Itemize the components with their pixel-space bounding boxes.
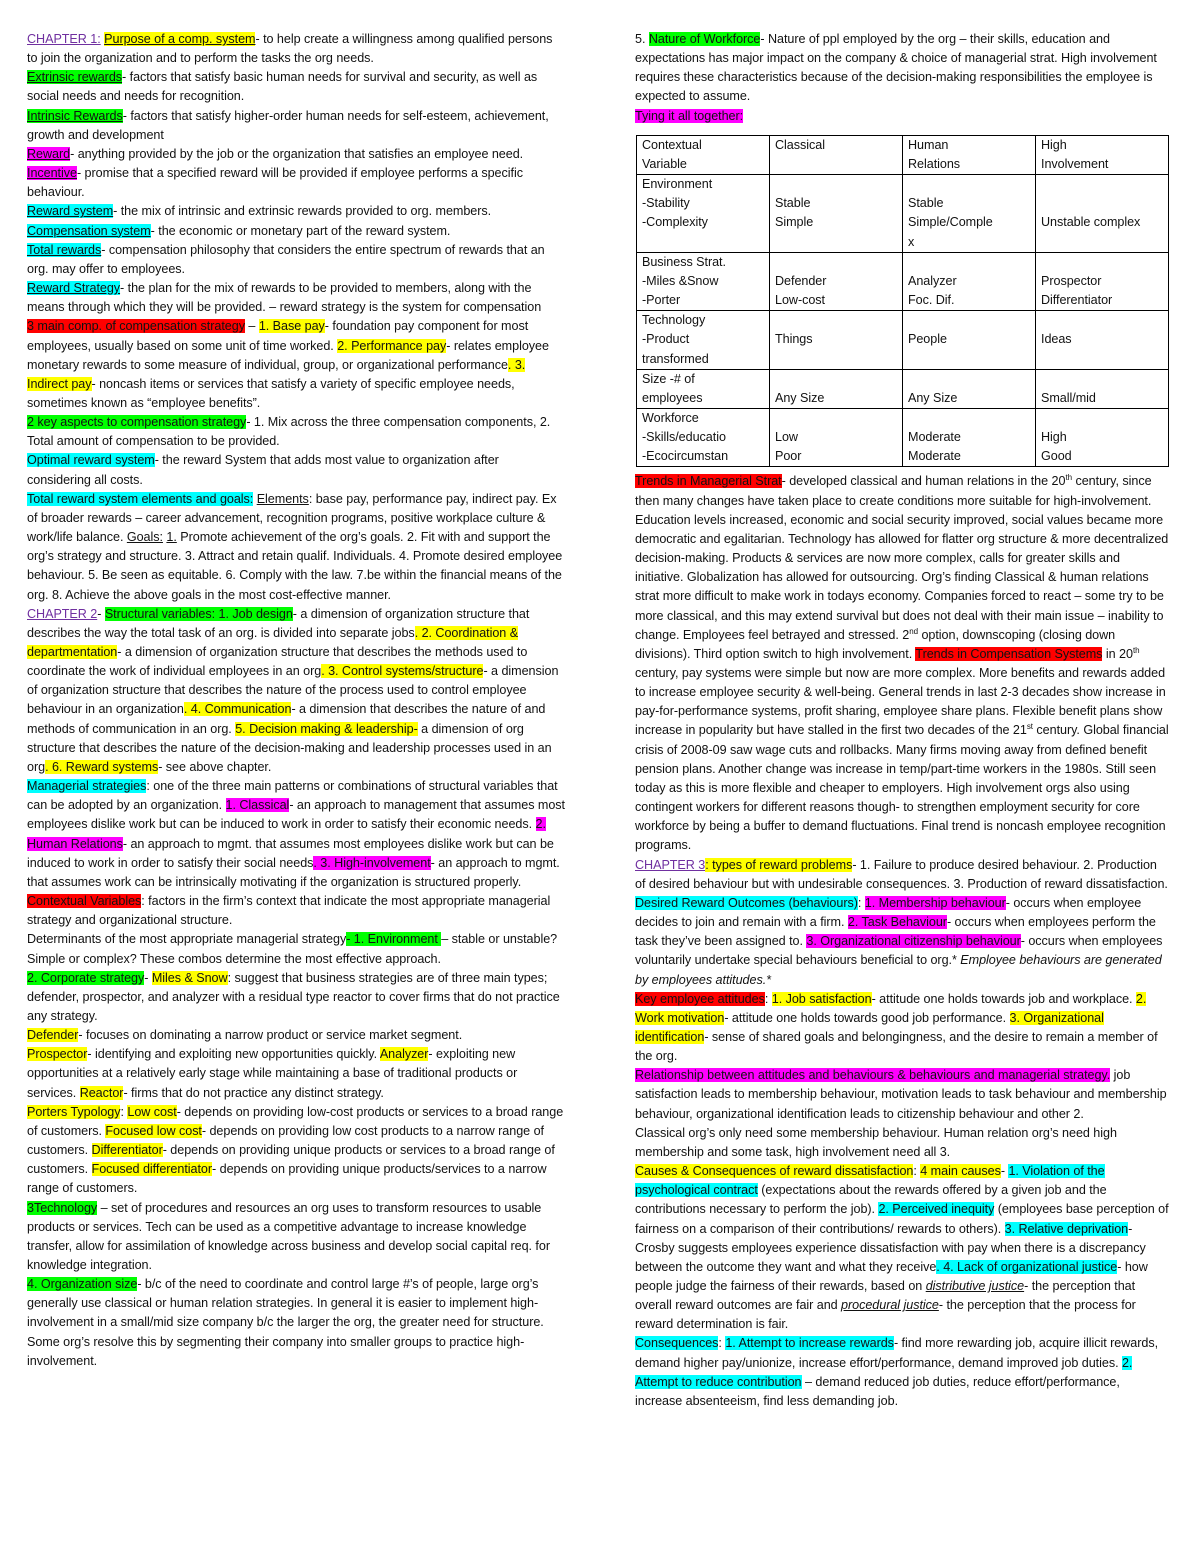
text-segment: Determinants of the most appropriate managerial strategy — [27, 932, 347, 947]
right-column-notes — [635, 472, 1170, 1411]
highlighted-text: Reward system — [27, 204, 114, 219]
text-segment: - 1. Mix across the three compensation components, 2. Total amount of compensation to be provided. — [27, 415, 551, 449]
cell-line: Foc. Dif. — [908, 293, 955, 308]
cell-line — [1041, 311, 1164, 330]
cell-line: Any Size — [775, 390, 825, 405]
highlighted-text: 1. Classical — [225, 798, 290, 813]
highlighted-text: Employee behaviours are generated by employees attitudes.* — [635, 953, 1162, 987]
note-paragraph — [27, 451, 565, 489]
text-segment: - Nature of ppl employed by the org – their skills, education and expectations has major impact on the company & choice of managerial strat. High involvement requires these characteristics because of the decision-making responsibilities the employee is expected to assume. — [635, 32, 1157, 104]
text-segment: - depends on providing unique products/services to a narrow range of customers. — [27, 1162, 547, 1196]
text-segment: - occurs when employees voluntarily undertake special behaviours beneficial to org.* — [635, 934, 1163, 968]
text-segment: - depends on providing unique products or services to a broad range of customers. — [27, 1143, 555, 1177]
note-paragraph — [27, 605, 565, 777]
text-segment: - 1. Failure to produce desired behaviour. 2. Production of desired behaviour but with undesirable consequences. 3. Production of reward dissatisfaction. — [635, 857, 1168, 891]
table-cell — [637, 369, 770, 408]
note-paragraph — [27, 892, 565, 930]
text-segment: nd — [909, 626, 918, 636]
highlighted-text: Managerial strategies — [27, 779, 147, 794]
highlighted-text: CHAPTER 3 — [635, 857, 706, 872]
text-segment: Promote achievement of the org’s goals. 2. Fit with and support the org’s strategy and structure. 3. Attract and retain qualif. Individuals. 4. Promote desired employee behaviour. 5. Be seen as equitable. 6. Comply with the law. 7.be within the financial means of the org. 8. Achieve the above goals in the most cost-effective manner. — [27, 530, 563, 602]
note-paragraph — [635, 1066, 1170, 1123]
table-cell — [903, 175, 1036, 253]
highlighted-text: 3. Relative deprivation — [1004, 1221, 1129, 1236]
highlighted-text: Reactor — [79, 1085, 124, 1100]
cell-line: Relations — [908, 156, 961, 171]
text-segment: 5. — [635, 32, 649, 46]
text-segment — [1006, 1011, 1009, 1025]
table-row — [637, 175, 1169, 253]
cell-line: -Porter — [642, 293, 681, 308]
text-segment: - sense of shared goals and belongingness, and the desire to remain a member of the org. — [635, 1029, 1158, 1064]
highlighted-text: Differentiator — [91, 1143, 163, 1158]
text-segment: : — [120, 1104, 128, 1119]
table-cell — [1036, 175, 1169, 253]
table-cell — [1036, 252, 1169, 310]
cell-line: Moderate — [908, 430, 961, 445]
highlighted-text: 1. Job satisfaction — [771, 991, 872, 1006]
highlighted-text: Incentive — [27, 166, 77, 181]
table-row — [637, 135, 1169, 174]
highlighted-text: Reward Strategy — [27, 281, 121, 296]
highlighted-text: Extrinsic rewards — [27, 70, 123, 85]
table-cell — [637, 252, 770, 310]
text-segment: - b/c of the need to coordinate and control large #’s of people, large org’s generally use classical or human relation strategies. In general it is easier to implement high-involvement in a small/mid size company b/c the larger the org, the greater need for structure. Some org’s resolve this by segmenting their company into smaller groups to practice high-involvement. — [27, 1277, 544, 1368]
highlighted-text: Prospector — [27, 1047, 88, 1062]
text-segment: - firms that do not practice any distinct strategy. — [123, 1085, 384, 1100]
cell-line — [908, 409, 1031, 428]
table-cell — [770, 369, 903, 408]
text-segment: - the perception that the process for reward determination is fair. — [635, 1298, 1136, 1332]
text-segment: - depends on providing low-cost products or services to a broad range of customers. — [27, 1104, 564, 1138]
highlighted-text: 1. Base pay — [258, 319, 325, 334]
table-cell — [1036, 369, 1169, 408]
highlighted-text: 2. Task Behaviour — [847, 915, 947, 930]
highlighted-text: procedural justice — [841, 1298, 939, 1313]
note-paragraph — [27, 145, 565, 164]
highlighted-text: . 3. Control systems/structure — [321, 664, 484, 679]
cell-line — [908, 175, 1031, 194]
cell-line: Stable — [775, 196, 811, 211]
highlighted-text: Key employee attitudes — [635, 991, 765, 1006]
note-paragraph — [27, 969, 565, 1026]
text-segment: : factors in the firm’s context that indicate the most appropriate managerial strategy and organizational structure. — [27, 894, 551, 928]
highlighted-text: 5. Decision making & leadership- — [235, 721, 418, 736]
highlighted-text: Defender — [27, 1028, 79, 1043]
highlighted-text: 3. Organizational citizenship behaviour — [806, 934, 1021, 949]
table-cell — [637, 408, 770, 466]
text-segment: - — [1000, 1164, 1009, 1179]
cell-line: Prospector — [1041, 273, 1102, 288]
highlighted-text: 2. Work motivation — [635, 991, 1147, 1025]
highlighted-text: Total rewards — [27, 242, 102, 257]
highlighted-text: . 2. Coordination & departmentation — [27, 625, 519, 659]
highlighted-text: 4. Organization size — [27, 1277, 138, 1292]
note-paragraph — [635, 1124, 1170, 1162]
note-paragraph — [27, 1103, 565, 1199]
text-segment: - to help create a willingness among qualified persons to join the organization and to perform the tasks the org needs. — [27, 32, 553, 66]
highlighted-text: 2. Performance pay — [337, 338, 447, 353]
cell-line: Stable — [908, 196, 944, 211]
text-segment: a dimension of org structure that describes the nature of the decision-making and leadership processes used in an org — [27, 721, 552, 774]
text-segment: th — [1132, 645, 1140, 655]
highlighted-text: Focused low cost — [105, 1123, 202, 1138]
cell-line: Defender — [775, 273, 827, 288]
cell-line: -Miles &Snow — [642, 273, 719, 288]
text-segment: - — [144, 970, 152, 985]
cell-line: Any Size — [908, 390, 958, 405]
highlighted-text: Desired Reward Outcomes (behaviours) — [635, 895, 858, 910]
text-segment: - depends on providing low cost products to a narrow range of customers. — [27, 1123, 544, 1158]
cell-line: Business Strat. — [642, 254, 726, 269]
highlighted-text: Purpose of a comp. system — [104, 32, 256, 46]
highlighted-text: 4 main causes — [920, 1164, 1001, 1179]
cell-line: Contextual — [642, 137, 702, 152]
text-segment: : one of the three main patterns or combinations of structural variables that can be adopted by an organization. — [27, 779, 558, 813]
text-segment: - the mix of intrinsic and extrinsic rewards provided to org. members. — [113, 204, 492, 219]
note-paragraph — [27, 1026, 565, 1045]
text-segment: st — [1026, 722, 1033, 732]
text-segment: : — [857, 895, 865, 910]
cell-line: Technology — [642, 313, 706, 328]
cell-line: -Stability — [642, 196, 690, 211]
table-cell — [637, 175, 770, 253]
cell-line: Small/mid — [1041, 390, 1096, 405]
cell-line: x — [908, 234, 915, 249]
text-segment: – — [244, 319, 259, 334]
cell-line: employees — [642, 390, 703, 405]
cell-line: -Ecocircumstan — [642, 449, 729, 464]
note-paragraph — [27, 1045, 565, 1102]
table-row — [637, 408, 1169, 466]
note-paragraph — [635, 472, 1170, 855]
cell-line — [1041, 370, 1164, 389]
highlighted-text: 1. Membership behaviour — [864, 895, 1006, 910]
text-segment: : — [913, 1164, 921, 1179]
cell-line — [908, 370, 1031, 389]
text-segment: – stable or unstable? Simple or complex? These combos determine the most effective approach. — [27, 932, 558, 966]
highlighted-text: . 4. Communication — [183, 702, 292, 717]
text-segment: - how people judge the fairness of their rewards, based on — [635, 1259, 1148, 1293]
text-segment: - occurs when employee decides to join and remain with a firm. — [635, 895, 1142, 930]
note-paragraph — [635, 1334, 1170, 1411]
highlighted-text: Structural variables: 1. Job design — [104, 606, 293, 621]
text-segment: - focuses on dominating a narrow product or service market segment. — [78, 1028, 463, 1043]
text-segment: - Crosby suggests employees experience dissatisfaction with pay when there is a discrepancy between the outcome they want and what they receive — [635, 1221, 1146, 1274]
text-segment: - a dimension that describes the nature of and methods of communication in an org. — [27, 702, 546, 736]
cell-line: Poor — [775, 449, 802, 464]
highlighted-text: Contextual Variables — [27, 894, 142, 909]
cell-line — [775, 175, 898, 194]
text-segment: - an approach to mgmt. that assumes most employees dislike work but can be induced to work in order to satisfy their social needs — [27, 836, 554, 870]
note-paragraph — [27, 30, 565, 68]
text-segment: - the economic or monetary part of the reward system. — [150, 223, 451, 238]
table-cell — [637, 311, 770, 369]
highlighted-text: Intrinsic Rewards — [27, 108, 123, 123]
note-paragraph — [27, 413, 565, 451]
highlighted-text: Elements — [256, 491, 309, 506]
text-segment: - a dimension of organization structure that describes the nature of the process used to control employee behaviour in an organization — [27, 664, 559, 717]
cell-line: Variable — [642, 156, 687, 171]
highlighted-text: Causes & Consequences of reward dissatisfaction — [635, 1164, 914, 1179]
cell-line: Ideas — [1041, 332, 1072, 347]
highlighted-text: 2. Human Relations — [27, 817, 546, 851]
note-paragraph — [635, 894, 1170, 990]
text-segment: - a dimension of organization structure that describes the methods used to coordinate the work of individual employees in an org — [27, 645, 528, 679]
highlighted-text: . 3. High-involvement — [313, 855, 431, 870]
text-segment: - the perception that overall reward outcomes are fair and — [635, 1279, 1136, 1313]
text-segment: - identifying and exploiting new opportunities quickly. — [87, 1047, 380, 1062]
text-segment: th — [1065, 473, 1073, 483]
table-row — [637, 252, 1169, 310]
text-segment: - noncash items or services that satisfy a variety of specific employee needs, sometimes known as “employee benefits”. — [27, 376, 515, 410]
cell-line: Low — [775, 430, 798, 445]
cell-line — [908, 311, 1031, 330]
note-paragraph — [635, 107, 1170, 126]
cell-line: Differentiator — [1041, 293, 1113, 308]
note-paragraph — [27, 777, 565, 892]
table-cell — [770, 252, 903, 310]
text-segment: - developed classical and human relations in the 20 — [781, 474, 1066, 489]
highlighted-text: Total reward system elements and goals: — [27, 491, 254, 506]
highlighted-text: 3. Organizational identification — [635, 1010, 1104, 1044]
cell-line: Involvement — [1041, 156, 1109, 171]
text-segment: job satisfaction leads to membership behaviour, motivation leads to task behaviour and membership behaviour, organizational identification leads to citizenship behaviour and other 2. — [635, 1068, 1167, 1121]
summary-table — [636, 135, 1169, 468]
highlighted-text: Analyzer — [379, 1047, 429, 1062]
text-segment: - find more rewarding job, acquire illicit rewards, demand higher pay/unionize, increase effort/performance, demand improved job duties. — [635, 1336, 1159, 1370]
text-segment: - a dimension of organization structure that describes the way the total task of an org. is divided into separate jobs — [27, 606, 530, 640]
highlighted-text: Focused differentiator — [91, 1162, 213, 1177]
highlighted-text: 1. — [166, 530, 177, 545]
highlighted-text: Miles & Snow — [151, 970, 228, 985]
text-segment: - exploiting new opportunities at a relatively early stage while maintaining a base of traditional products or services. — [27, 1047, 518, 1100]
note-paragraph — [27, 241, 565, 279]
note-paragraph — [27, 1275, 565, 1371]
note-paragraph — [635, 30, 1170, 107]
highlighted-text: Relationship between attitudes and behaviours & behaviours and managerial strategy. — [635, 1068, 1111, 1083]
table-row — [637, 369, 1169, 408]
text-segment: - occurs when employees perform the task they’ve been assigned to. — [635, 915, 1156, 949]
highlighted-text: . 6. Reward systems — [45, 759, 159, 774]
highlighted-text: Trends in Managerial Strat — [635, 474, 782, 489]
table-cell — [903, 369, 1036, 408]
highlighted-text: 1. Violation of the psychological contract — [635, 1164, 1105, 1198]
text-segment: in 20 — [1102, 646, 1133, 661]
note-paragraph — [27, 930, 565, 968]
highlighted-text: Porters Typology — [27, 1104, 121, 1119]
note-paragraph — [635, 1162, 1170, 1334]
highlighted-text: 2. Attempt to reduce contribution — [635, 1355, 1133, 1389]
text-segment: : — [764, 991, 772, 1006]
highlighted-text: . 4. Lack of organizational justice — [936, 1259, 1118, 1274]
highlighted-text: : types of reward problems — [705, 857, 853, 872]
text-segment: - promise that a specified reward will be provided if employee performs a specific behaviour. — [27, 166, 523, 200]
text-segment: – demand reduced job duties, reduce effort/performance, increase absenteeism, find less demanding job. — [635, 1374, 1120, 1408]
cell-line: Size -# of — [642, 371, 695, 386]
cell-line — [775, 311, 898, 330]
highlighted-text: Low cost — [127, 1104, 177, 1119]
cell-line — [1041, 409, 1164, 428]
cell-line: Analyzer — [908, 273, 957, 288]
right-column-intro — [635, 30, 1170, 126]
highlighted-text: Nature of Workforce — [648, 32, 761, 46]
cell-line: Unstable complex — [1041, 215, 1141, 230]
table-cell — [1036, 311, 1169, 369]
cell-line: Things — [775, 332, 813, 347]
table-cell — [1036, 408, 1169, 466]
text-segment: : — [718, 1336, 726, 1351]
table-row — [637, 311, 1169, 369]
cell-line: Simple — [775, 215, 814, 230]
text-segment: - attitude one holds towards good job performance. — [724, 1010, 1007, 1025]
highlighted-text: Goals: — [126, 530, 163, 545]
text-segment: option, downscoping (closing down divisions). Third option switch to high involvement. — [635, 627, 1116, 661]
highlighted-text: 3Technology — [27, 1200, 98, 1215]
note-paragraph — [27, 164, 565, 202]
text-segment: century, pay systems were simple but now are more complex. More benefits and rewards added to increase employee security & well-being. General trends in last 2-3 decades show increase in pay-for-performance systems, profit sharing, employee share plans. Flexible benefit plans show increase in popularity but have stalled in the first two decades of the 21 — [635, 666, 1166, 738]
table-cell — [903, 311, 1036, 369]
note-paragraph — [635, 856, 1170, 894]
cell-line: Moderate — [908, 449, 961, 464]
cell-line: Environment — [642, 177, 713, 192]
cell-line — [1041, 175, 1164, 194]
cell-line — [908, 253, 1031, 272]
text-segment: - attitude one holds towards job and workplace. — [871, 991, 1136, 1006]
text-segment: - an approach to mgmt. that assumes work can be intrinsically motivating if the organization is structured properly. — [27, 855, 560, 889]
cell-line: High — [1041, 137, 1067, 152]
text-segment: : base pay, performance pay, indirect pay. Ex of broader rewards – career advancement, recognition programs, positive workplace culture & work/life balance. — [27, 491, 557, 545]
cell-line: Classical — [775, 137, 825, 152]
highlighted-text: 3 main comp. of compensation strategy — [27, 319, 245, 334]
cell-line — [1041, 253, 1164, 272]
right-column — [635, 30, 1170, 1411]
table-cell — [770, 408, 903, 466]
text-segment: - factors that satisfy higher-order human needs for self-esteem, achievement, growth and development — [27, 108, 549, 142]
cell-line: -Skills/educatio — [642, 430, 726, 445]
text-segment: - anything provided by the job or the organization that satisfies an employee need. — [70, 146, 524, 161]
text-segment: - foundation pay component for most employees, usually based on some unit of time worked. — [27, 319, 529, 353]
note-paragraph — [27, 279, 565, 317]
cell-line: People — [908, 332, 947, 347]
text-segment: (employees base perception of fairness on a comparison of their contributions/ rewards to others). — [635, 1202, 1169, 1236]
highlighted-text: 2. Corporate strategy — [27, 970, 145, 985]
left-column — [27, 30, 565, 1371]
highlighted-text: Consequences — [635, 1336, 719, 1351]
text-segment: - the plan for the mix of rewards to be provided to members, along with the means through which they will be provided. – reward strategy is the system for compensation — [27, 281, 542, 315]
text-segment: century, since then many changes have taken place to create conditions more suitable for high-involvement. Education levels increased, economic and social security improved, social values became more democratic and egalitarian. Technology has allowed for flatter org structure & more decentralized decision-making. Products & services are now more complex, calls for greater skills and initiative. Globalization has allowed for outsourcing. Org’s finding Classical & human relations strat more difficult to make work in todays economy. Companies forced to react – some try to be more classical, and this may extend survival but does not deal with their main issue – inability to change. Employees feel betrayed and stressed. 2 — [635, 474, 1169, 642]
highlighted-text: . 3. Indirect pay — [27, 357, 526, 391]
note-paragraph — [635, 990, 1170, 1067]
text-segment: century. Global financial crisis of 2008-09 saw wage cuts and rollbacks. Many firms moving away from defined benefit pension plans. Another change was increase in temp/part-time workers in the 1980s. Still seen today as this is more flexible and cheaper to employers. High involvement orgs also using contingent workers for different reasons though- to strengthen employment security for core workforce by being a buffer to demand fluctuations. Final trend is noncash employee recognition programs. — [635, 723, 1169, 853]
text-segment: - factors that satisfy basic human needs for survival and security, as well as social needs and needs for recognition. — [27, 70, 538, 104]
cell-line — [1041, 194, 1164, 213]
text-segment: – set of procedures and resources an org uses to transform resources to usable products or services. Tech can be used as a competitive advantage to increase knowledge transfer, allow for assimilation of knowledge across business and develop social capital req. for knowledge integration. — [27, 1200, 550, 1272]
highlighted-text: Reward — [27, 146, 71, 161]
cell-line — [775, 409, 898, 428]
cell-line — [775, 253, 898, 272]
text-segment: - — [97, 606, 105, 621]
table-cell — [903, 408, 1036, 466]
note-paragraph — [27, 490, 565, 605]
cell-line: Good — [1041, 449, 1072, 464]
note-paragraph — [27, 222, 565, 241]
highlighted-text: 2. Perceived inequity — [878, 1202, 995, 1217]
table-cell — [1036, 135, 1169, 174]
highlighted-text: 1. Attempt to increase rewards — [725, 1336, 894, 1351]
highlighted-text: CHAPTER 2 — [27, 606, 98, 621]
table-cell — [770, 311, 903, 369]
cell-line: Low-cost — [775, 293, 825, 308]
highlighted-text: CHAPTER 1: — [27, 32, 101, 46]
highlighted-text: 2 key aspects to compensation strategy — [27, 415, 247, 430]
table-cell — [637, 135, 770, 174]
cell-line: Human — [908, 137, 949, 152]
text-segment: Classical org’s only need some membership behaviour. Human relation org’s need high membership and some task, high involvement need all 3. — [635, 1125, 1117, 1159]
highlighted-text: distributive justice — [925, 1279, 1025, 1293]
table-cell — [770, 175, 903, 253]
cell-line: -Complexity — [642, 215, 708, 230]
text-segment: - relates employee monetary rewards to some measure of individual, group, or organizational performance — [27, 338, 549, 372]
cell-line: -Product — [642, 332, 690, 347]
cell-line — [775, 370, 898, 389]
text-segment: - an approach to management that assumes most employees dislike work but can be induced to work in order to satisfy their economic needs. — [27, 798, 565, 832]
text-segment: : suggest that business strategies are of three main types; defender, prospector, and analyzer with a residual type reactor to cover firms that do not practice any strategy. — [27, 970, 560, 1023]
cell-line: transformed — [642, 351, 709, 366]
note-paragraph — [27, 68, 565, 106]
note-paragraph — [27, 202, 565, 221]
highlighted-text: Trends in Compensation Systems — [915, 646, 1103, 661]
text-segment: - compensation philosophy that considers the entire spectrum of rewards that an org. may offer to employees. — [27, 242, 545, 276]
highlighted-text: - 1. Environment — [346, 932, 442, 947]
text-segment: - see above chapter. — [158, 759, 272, 774]
text-segment: - the reward System that adds most value to organization after considering all costs. — [27, 453, 499, 487]
table-cell — [770, 135, 903, 174]
cell-line: Workforce — [642, 410, 699, 425]
highlighted-text: Optimal reward system — [27, 453, 155, 468]
cell-line: Simple/Comple — [908, 215, 993, 230]
note-paragraph — [27, 317, 565, 413]
note-paragraph — [27, 107, 565, 145]
table-cell — [903, 252, 1036, 310]
text-segment: (expectations about the rewards offered by a given job and the contributions necessary to perform the job). — [635, 1183, 1107, 1217]
cell-line: High — [1041, 430, 1067, 445]
highlighted-text: Compensation system — [27, 223, 151, 238]
table-cell — [903, 135, 1036, 174]
note-paragraph — [27, 1199, 565, 1276]
highlighted-text: Tying it all together: — [635, 108, 744, 123]
